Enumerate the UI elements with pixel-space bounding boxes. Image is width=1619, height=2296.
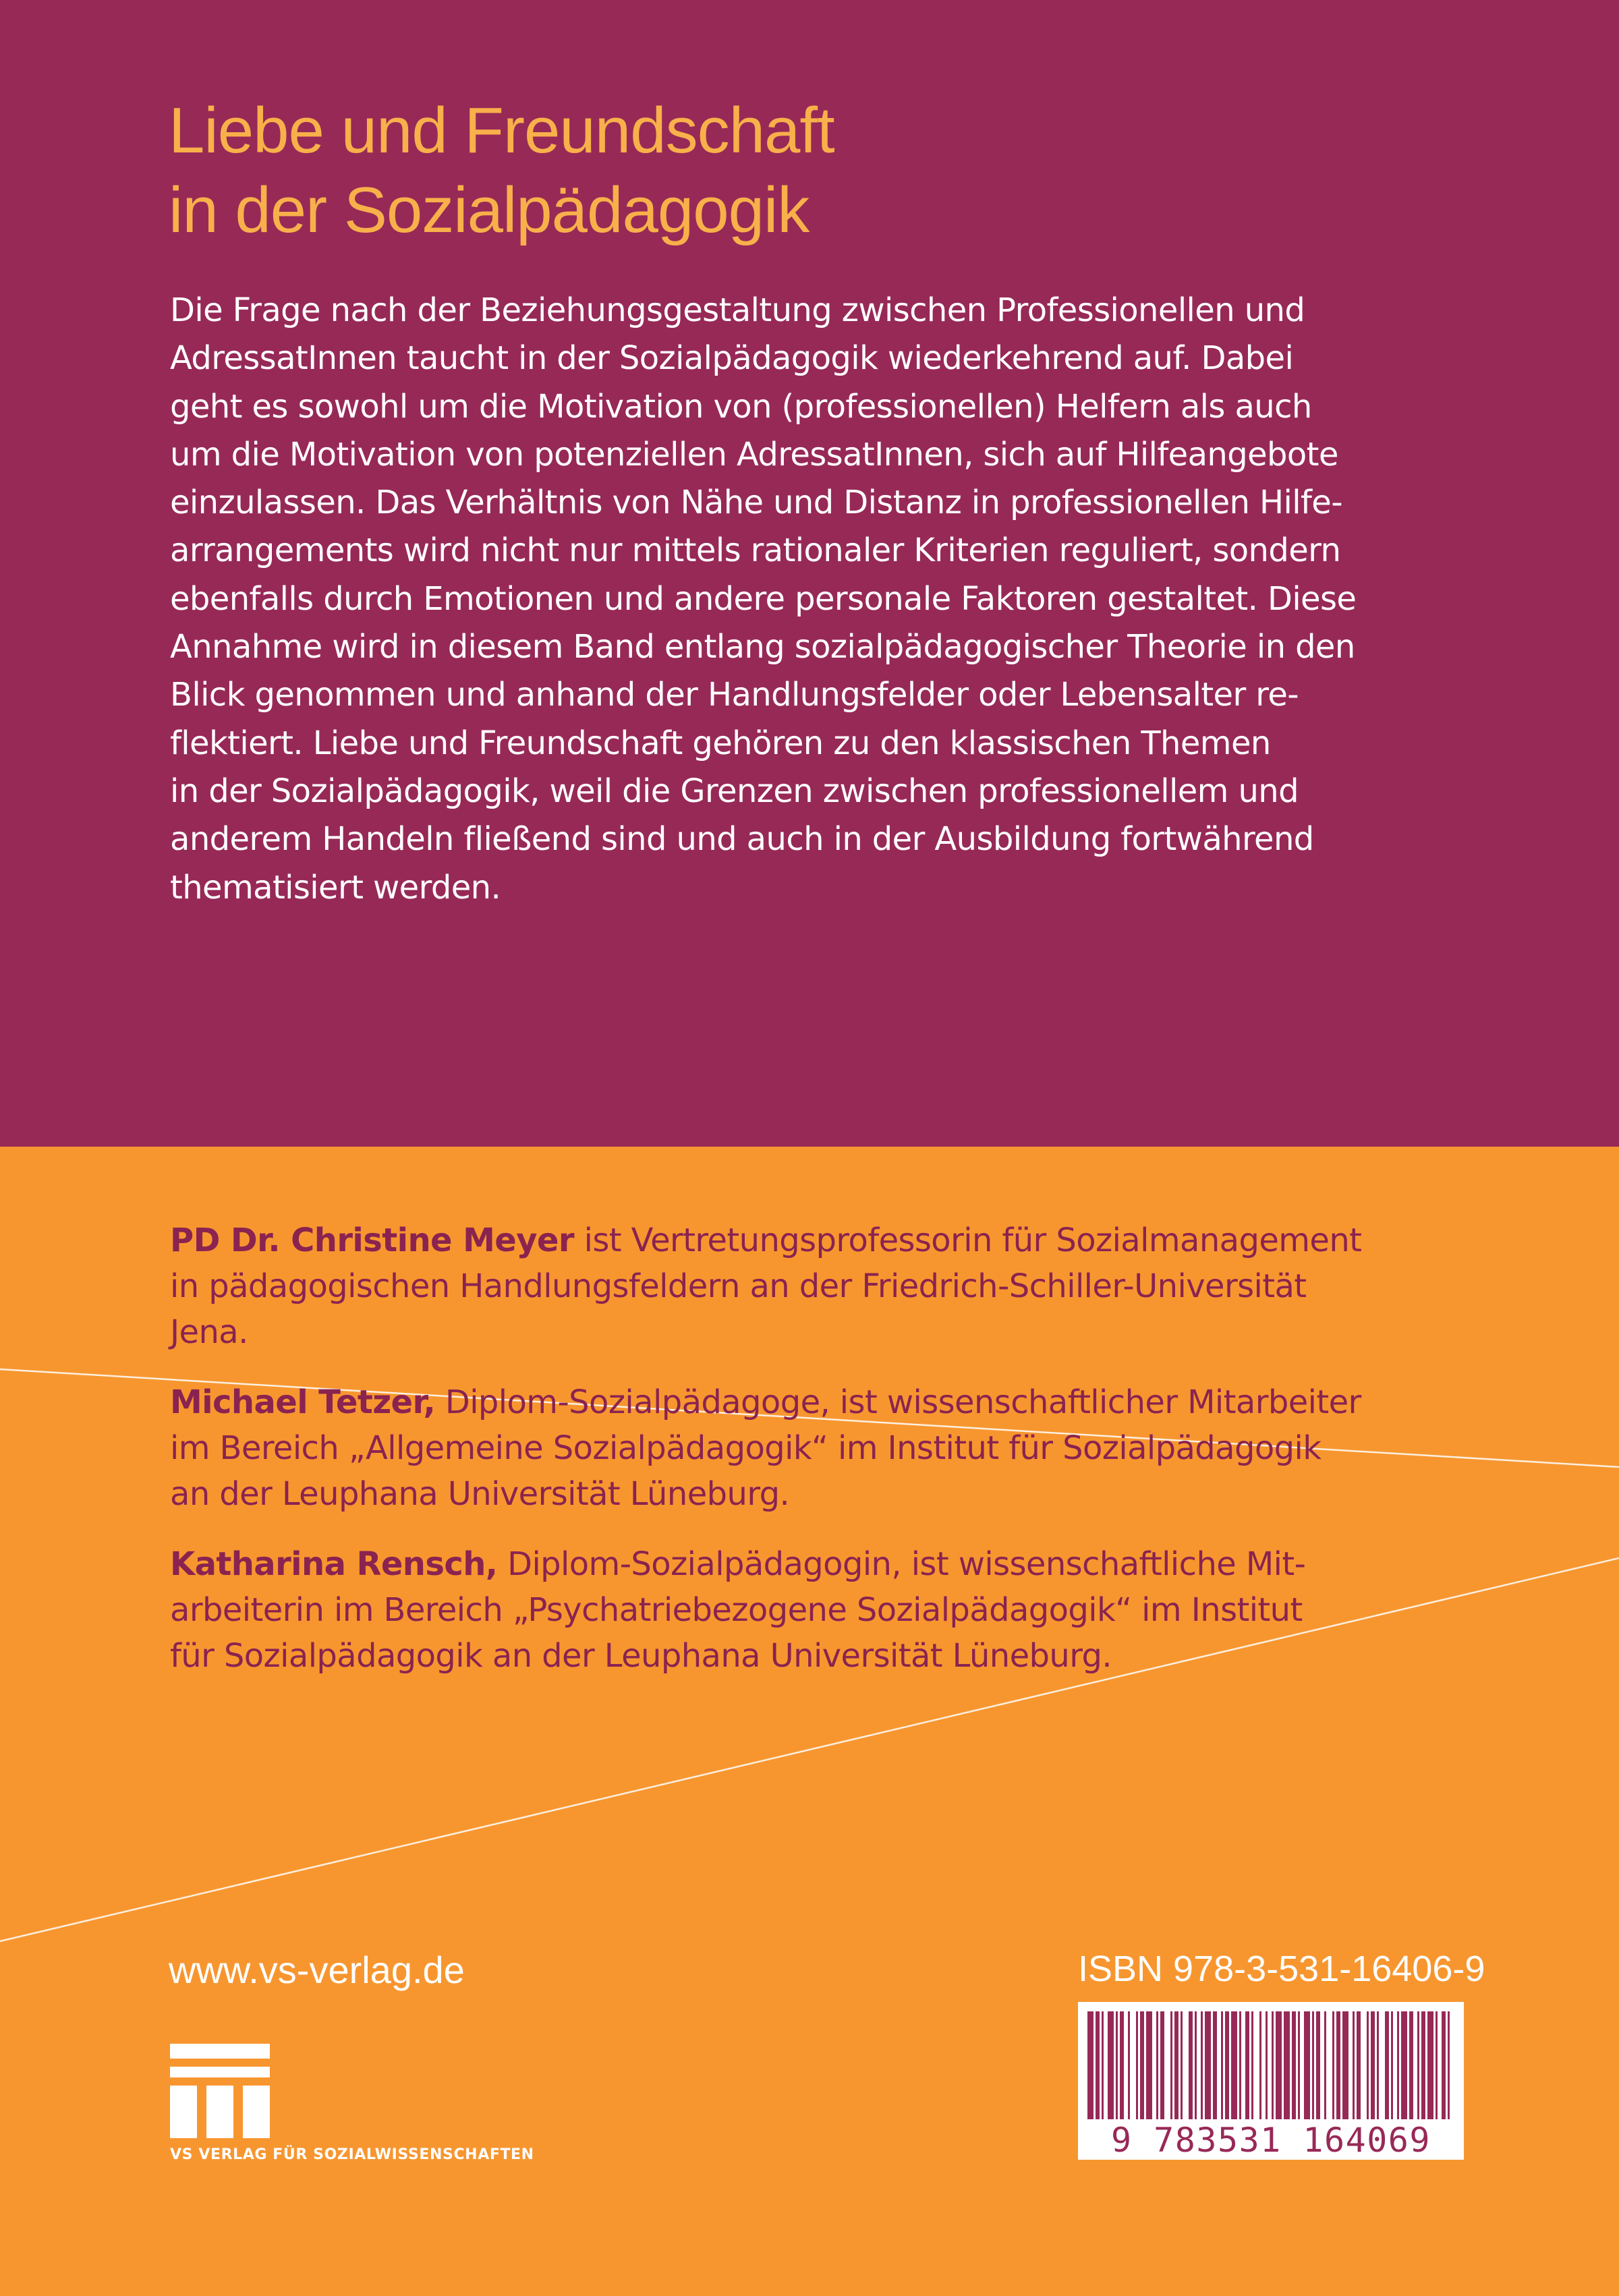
barcode-bar (1231, 2011, 1237, 2119)
barcode-bar (1417, 2011, 1419, 2119)
barcode-bar (1136, 2011, 1138, 2119)
barcode-bar (1221, 2011, 1223, 2119)
barcode-bar (1436, 2011, 1438, 2119)
author-bio-rensch: Katharina Rensch, Diplom-Sozialpädagogin, ist wissenschaftliche Mit- arbeiterin im Bereich „Psychatriebezogene Sozialpädagogik“ im Institut für Sozialpädagogik an der Leuphana Universität Lüneburg. (170, 1545, 1306, 1675)
barcode-bar (1371, 2011, 1375, 2119)
author-bio-tetzer: Michael Tetzer, Diplom-Sozialpädagoge, ist wissenschaftlicher Mitarbeiter im Bereich „Allgemeine Sozialpädagogik“ im Institut für Sozialpädagogik an der Leuphana Universität Lüneburg. (170, 1383, 1361, 1513)
barcode-bar (1391, 2011, 1393, 2119)
blurb-line: ebenfalls durch Emotionen und andere personale Faktoren gestaltet. Diese (170, 579, 1357, 618)
blurb-line: AdressatInnen taucht in der Sozialpädagogik wiederkehrend auf. Dabei (170, 339, 1294, 378)
blurb-line: Die Frage nach der Beziehungsgestaltung zwischen Professionellen und (170, 291, 1305, 329)
blurb-line: arrangements wird nicht nur mittels rationaler Kriterien reguliert, sondern (170, 532, 1341, 570)
barcode-bar (1181, 2011, 1183, 2119)
barcode-bar (1324, 2011, 1326, 2119)
author-name: PD Dr. Christine Meyer (170, 1222, 574, 1259)
barcode-bar (1140, 2011, 1144, 2119)
barcode-bar (1146, 2011, 1152, 2119)
barcode-bar (1195, 2011, 1197, 2119)
barcode-bar (1201, 2011, 1203, 2119)
barcode-bar (1205, 2011, 1211, 2119)
isbn-label: ISBN 978-3-531-16406-9 (1078, 1949, 1485, 1989)
blurb-line: Blick genommen und anhand der Handlungsfelder oder Lebensalter re- (170, 676, 1299, 714)
barcode-bar (1156, 2011, 1158, 2119)
publisher-name: VS VERLAG FÜR SOZIALWISSENSCHAFTEN (170, 2146, 534, 2163)
barcode-bar (1332, 2011, 1334, 2119)
book-title (169, 91, 834, 250)
barcode-bar (1239, 2011, 1241, 2119)
barcode-bar (1276, 2011, 1282, 2119)
barcode-bar (1272, 2011, 1274, 2119)
barcode-bar (1336, 2011, 1340, 2119)
barcode-bar (1128, 2011, 1130, 2119)
isbn-barcode (1078, 2002, 1464, 2160)
barcode-bar (1367, 2011, 1369, 2119)
barcode-bar (1316, 2011, 1320, 2119)
barcode-bar (1102, 2011, 1104, 2119)
barcode-bar (1189, 2011, 1193, 2119)
blurb-line: geht es sowohl um die Motivation von (professionellen) Helfern als auch (170, 387, 1312, 426)
barcode-bar (1342, 2011, 1348, 2119)
barcode-bar (1160, 2011, 1164, 2119)
barcode-bar (1377, 2011, 1379, 2119)
barcode-bar (1421, 2011, 1425, 2119)
blurb-line: anderem Handeln fließend sind und auch in der Ausbildung fortwährend (170, 820, 1314, 859)
barcode-bar (1108, 2011, 1114, 2119)
barcode-bar (1292, 2011, 1296, 2119)
barcode-bar (1120, 2011, 1124, 2119)
title-line-2: in der Sozialpädagogik (169, 174, 810, 246)
blurb-line: flektiert. Liebe und Freundschaft gehören zu den klassischen Themen (170, 724, 1271, 762)
author-name: Katharina Rensch, (170, 1545, 498, 1583)
barcode-bar (1170, 2011, 1172, 2119)
blurb-line: einzulassen. Das Verhältnis von Nähe und Distanz in professionellen Hilfe- (170, 484, 1342, 522)
barcode-bar (1304, 2011, 1310, 2119)
barcode-bar (1401, 2011, 1407, 2119)
publisher-website: www.vs-verlag.de (169, 1949, 465, 1991)
barcode-bar (1213, 2011, 1217, 2119)
barcode-bar (1353, 2011, 1355, 2119)
blurb-line: thematisiert werden. (170, 868, 501, 907)
barcode-digits: 9 783531 164069 (1110, 2121, 1431, 2160)
barcode-bar (1087, 2011, 1093, 2119)
blurb-text (170, 287, 1472, 912)
barcode-bar (1312, 2011, 1314, 2119)
barcode-bar (1385, 2011, 1389, 2119)
barcode-bar (1284, 2011, 1290, 2119)
barcode-bar (1409, 2011, 1413, 2119)
barcode-bar (1448, 2011, 1450, 2119)
barcode-bar (1442, 2011, 1446, 2119)
blurb-line: um die Motivation von potenziellen AdressatInnen, sich auf Hilfeangebote (170, 435, 1338, 473)
author-name: Michael Tetzer, (170, 1383, 436, 1421)
blurb-line: in der Sozialpädagogik, weil die Grenzen zwischen professionellem und (170, 772, 1299, 810)
barcode-bar (1096, 2011, 1100, 2119)
barcode-bar (1397, 2011, 1399, 2119)
title-line-1: Liebe und Freundschaft (169, 94, 834, 167)
barcode-bar (1245, 2011, 1249, 2119)
barcode-bar (1427, 2011, 1433, 2119)
barcode-bar (1225, 2011, 1229, 2119)
blurb-line: Annahme wird in diesem Band entlang sozialpädagogischer Theorie in den (170, 628, 1355, 666)
barcode-bar (1259, 2011, 1261, 2119)
barcode-bar (1298, 2011, 1300, 2119)
barcode-bar (1266, 2011, 1268, 2119)
barcode-bar (1116, 2011, 1118, 2119)
top-panel (0, 0, 1619, 1147)
barcode-bar (1357, 2011, 1361, 2119)
author-bio-meyer: PD Dr. Christine Meyer ist Vertretungsprofessorin für Sozialmanagement in pädagogischen Handlungsfeldern an der Friedrich-Schiller-Universität Jena. (170, 1222, 1362, 1351)
barcode-bar (1251, 2011, 1253, 2119)
vs-verlag-logo-icon (170, 2044, 270, 2138)
barcode-bar (1174, 2011, 1178, 2119)
